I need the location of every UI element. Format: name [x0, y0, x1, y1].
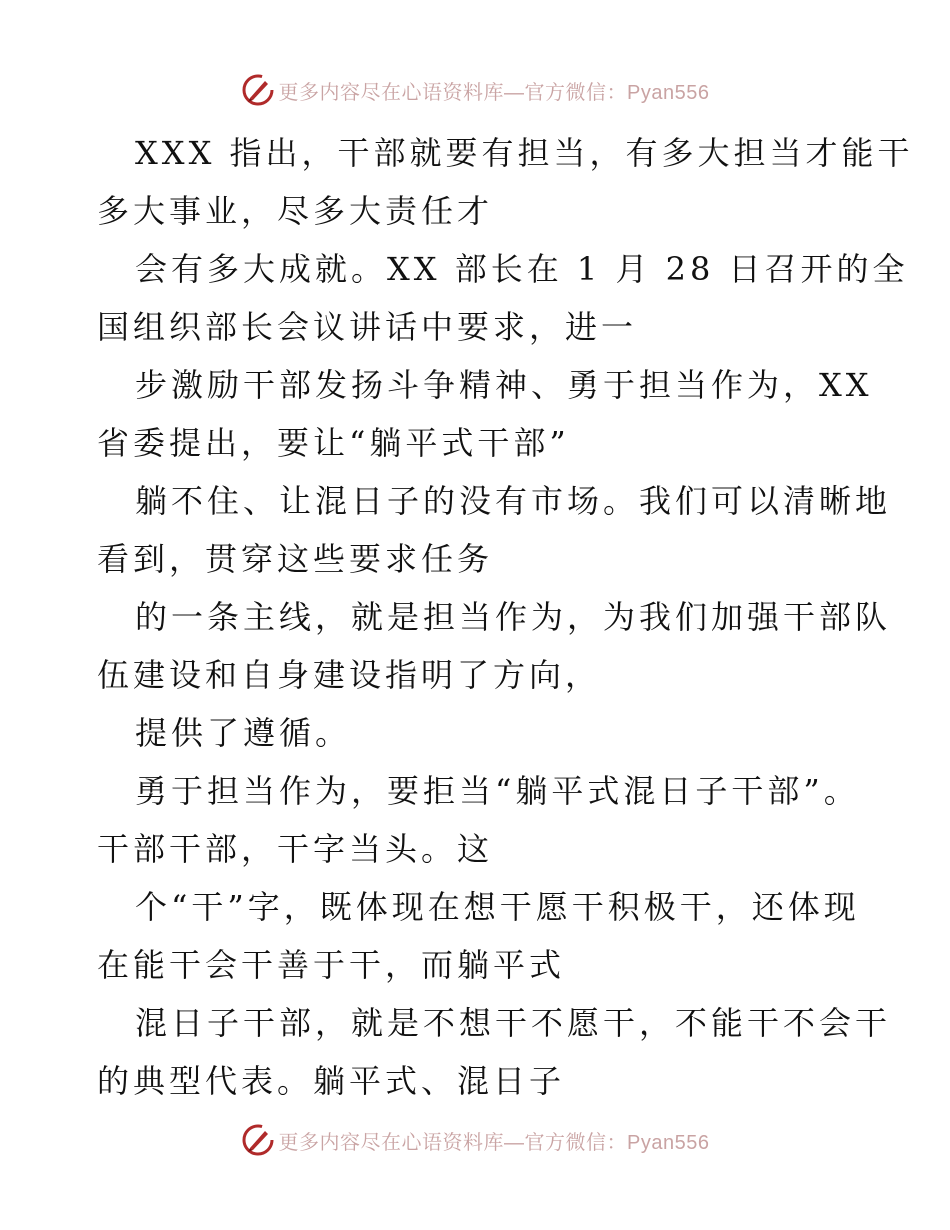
paragraph [97, 240, 909, 356]
watermark-text: 更多内容尽在心语资料库—官方微信：Pyan556 [278, 1131, 710, 1154]
quill-logo-icon [241, 73, 275, 107]
text-line: 躺不住、让混日子的没有市场。我们可以清晰地 [135, 482, 892, 520]
text-line: 的一条主线，就是担当作为，为我们加强干部队 [135, 598, 892, 636]
text-line: 勇于担当作为，要拒当“躺平式混日子干部”。 [135, 772, 860, 810]
paragraph [97, 588, 892, 704]
paragraph [97, 878, 860, 994]
quill-logo-icon [241, 1123, 275, 1157]
text-line: 干部干部，干字当头。这 [97, 830, 494, 868]
paragraph [97, 762, 860, 878]
text-line: 个“干”字，既体现在想干愿干积极干，还体现 [135, 888, 860, 926]
watermark-text: 更多内容尽在心语资料库—官方微信：Pyan556 [278, 81, 710, 104]
text-line: 省委提出，要让“躺平式干部” [97, 424, 570, 462]
text-line: 会有多大成就。XX 部长在 1 月 28 日召开的全 [135, 250, 909, 288]
document-body [97, 124, 914, 1110]
paragraph [97, 994, 892, 1110]
text-line: 步激励干部发扬斗争精神、勇于担当作为，XX [135, 366, 873, 404]
text-line: 混日子干部，就是不想干不愿干，不能干不会干 [135, 1004, 892, 1042]
text-line: 多大事业，尽多大责任才 [97, 192, 494, 230]
text-line: 提供了遵循。 [135, 714, 352, 752]
paragraph [97, 704, 857, 762]
paragraph [97, 472, 892, 588]
watermark-banner-bottom [0, 1120, 950, 1160]
watermark-banner-top [0, 70, 950, 110]
paragraph [97, 356, 873, 472]
text-line: 伍建设和自身建设指明了方向， [97, 656, 602, 694]
paragraph [97, 124, 914, 240]
text-line: 看到，贯穿这些要求任务 [97, 540, 494, 578]
text-line: 在能干会干善于干，而躺平式 [97, 946, 566, 984]
text-line: XXX 指出，干部就要有担当，有多大担当才能干 [135, 134, 914, 172]
text-line: 的典型代表。躺平式、混日子 [97, 1062, 566, 1100]
text-line: 国组织部长会议讲话中要求，进一 [97, 308, 638, 346]
